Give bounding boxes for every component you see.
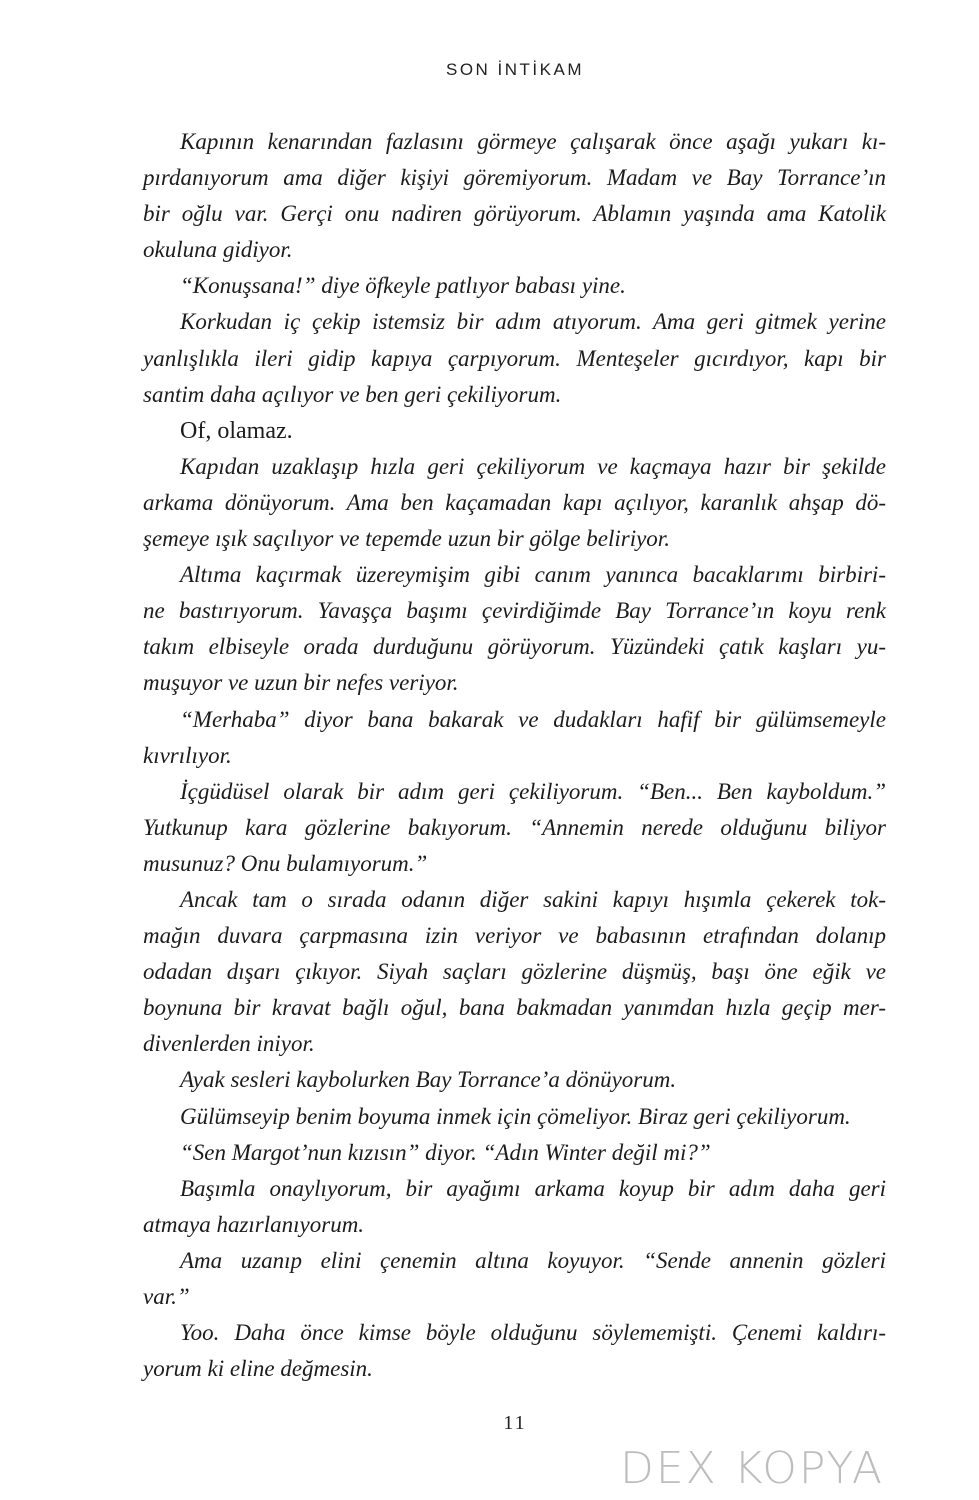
text-line: pırdanıyorum ama diğer kişiyi göremiyorum. Madam ve Bay Torrance’ın (143, 165, 886, 191)
text-line: yorum ki eline değmesin. (143, 1356, 373, 1382)
paragraph (143, 1135, 886, 1171)
text-line: yanlışlıkla ileri gidip kapıya çarpıyorum. Menteşeler gıcırdıyor, kapı bir (143, 345, 886, 371)
text-line: divenlerden iniyor. (143, 1031, 315, 1057)
text-line: “Merhaba” diyor bana bakarak ve dudakları hafif bir gülümsemeyle (180, 706, 886, 732)
text-line: Korkudan iç çekip istemsiz bir adım atıyorum. Ama geri gitmek yerine (180, 309, 886, 335)
body-text (143, 124, 886, 1387)
paragraph (143, 1243, 886, 1315)
text-line: Kapının kenarından fazlasını görmeye çalışarak önce aşağı yukarı kı- (180, 129, 886, 154)
text-line: Yutkunup kara gözlerine bakıyorum. “Annemin nerede olduğunu biliyor (143, 814, 886, 840)
paragraph (143, 1099, 886, 1135)
paragraph (143, 304, 886, 412)
paragraph (143, 124, 886, 268)
text-line: Gülümseyip benim boyuma inmek için çömeliyor. Biraz geri çekiliyorum. (180, 1103, 851, 1129)
text-line: ne bastırıyorum. Yavaşça başımı çevirdiğimde Bay Torrance’ın koyu renk (143, 598, 886, 624)
paragraph (143, 882, 886, 1062)
text-line: odadan dışarı çıkıyor. Siyah saçları gözlerine düşmüş, başı öne eğik ve (143, 959, 886, 985)
text-line: Ama uzanıp elini çenemin altına koyuyor. “Sende annenin gözleri (180, 1247, 886, 1273)
running-header: SON İNTİKAM (445, 60, 584, 79)
page-number: 11 (503, 1412, 527, 1434)
text-line: kıvrılıyor. (143, 742, 232, 768)
paragraph (143, 268, 886, 304)
text-line: Kapıdan uzaklaşıp hızla geri çekiliyorum ve kaçmaya hazır bir şekilde (180, 453, 886, 479)
text-line: Yoo. Daha önce kimse böyle olduğunu söylememişti. Çenemi kaldırı- (180, 1320, 886, 1346)
text-line: “Sen Margot’nun kızısın” diyor. “Adın Winter değil mi?” (180, 1139, 711, 1165)
paragraph (143, 413, 886, 449)
text-line: bir oğlu var. Gerçi onu nadiren görüyorum. Ablamın yaşında ama Katolik (143, 201, 886, 227)
text-line: mağın duvara çarpmasına izin veriyor ve babasının etrafından dolanıp (143, 923, 886, 949)
text-line: atmaya hazırlanıyorum. (143, 1211, 365, 1237)
text-line: okuluna gidiyor. (143, 237, 293, 263)
text-line: Ayak sesleri kaybolurken Bay Torrance’a dönüyorum. (180, 1067, 677, 1093)
paragraph (143, 1315, 886, 1387)
text-line: boynuna bir kravat bağlı oğul, bana bakmadan yanımdan hızla geçip mer- (143, 995, 886, 1021)
text-line: Ancak tam o sırada odanın diğer sakini kapıyı hışımla çekerek tok- (180, 886, 886, 912)
text-line: musunuz? Onu bulamıyorum.” (143, 850, 428, 876)
text-line: şemeye ışık saçılıyor ve tepemde uzun bir gölge beliriyor. (143, 526, 670, 552)
text-line: takım elbiseyle orada durduğunu görüyorum. Yüzündeki çatık kaşları yu- (143, 634, 886, 660)
text-line: Altıma kaçırmak üzereymişim gibi canım yanınca bacaklarımı birbiri- (180, 562, 886, 588)
text-line: İçgüdüsel olarak bir adım geri çekiliyorum. “Ben... Ben kayboldum.” (180, 778, 886, 804)
text-line: var.” (143, 1284, 190, 1309)
paragraph (143, 774, 886, 882)
paragraph (143, 557, 886, 701)
paragraph (143, 1171, 886, 1243)
text-line: arkama dönüyorum. Ama ben kaçamadan kapı açılıyor, karanlık ahşap dö- (143, 489, 886, 515)
text-line: Of, olamaz. (180, 417, 293, 444)
text-line: santim daha açılıyor ve ben geri çekiliyorum. (143, 381, 562, 407)
text-line: “Konuşsana!” diye öfkeyle patlıyor babası yine. (180, 273, 626, 299)
text-line: muşuyor ve uzun bir nefes veriyor. (143, 670, 459, 696)
watermark: DEX KOPYA (620, 1443, 885, 1494)
text-line: Başımla onaylıyorum, bir ayağımı arkama koyup bir adım daha geri (180, 1175, 886, 1201)
paragraph (143, 449, 886, 557)
paragraph (143, 702, 886, 774)
paragraph (143, 1062, 886, 1098)
